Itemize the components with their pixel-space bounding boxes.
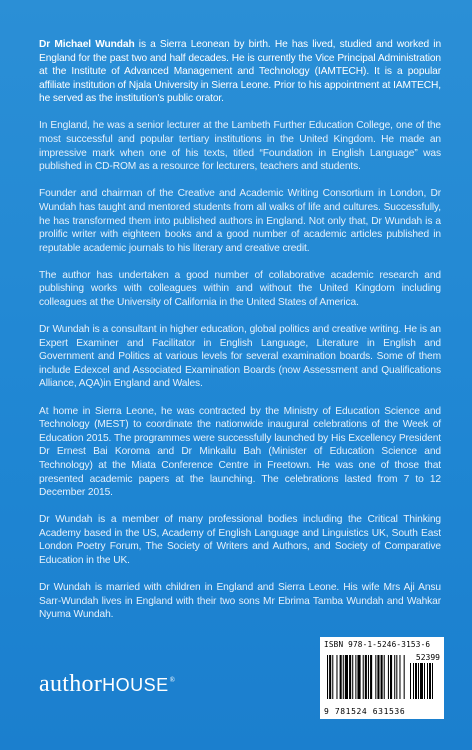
bio-paragraph-5: Dr Wundah is a consultant in higher education, global politics and creative writing. He is an Expert Examiner and Facilitator in English Language, Literature in English and Government and Politics at various levels for several examination boards. Some of them include Edexcel and Associated Examination Boards (now Assessment and Qualifications Alliance, AQA)in England and Wales. [39, 324, 441, 390]
bio-paragraph-1-text: is a Sierra Leonean by birth. He has lived, studied and worked in England for the past two and half decades. He is currently the Vice Principal Administration at the Institute of Advanced Management and Technology (IAMTECH). It is a popular affiliate institution of Njala University in Sierra Leone. Prior to his appointment at IAMTECH, he served as the institution's public orator. [39, 39, 442, 105]
logo-prefix: author [39, 671, 103, 697]
bio-paragraph-1 [39, 38, 441, 106]
bio-paragraph-2: In England, he was a senior lecturer at the Lambeth Further Education College, one of the most successful and popular tertiary institutions in the United Kingdom. He made an impressive mark when one of his texts, titled “Foundation in English Language” was published in CD-ROM as a resource for lecturers, teachers and students. [39, 120, 441, 173]
barcode-digits: 9 781524 631536 [324, 707, 406, 716]
publisher-logo [39, 671, 175, 698]
author-name: Dr Michael Wundah [39, 39, 135, 50]
bio-paragraph-7: Dr Wundah is a member of many professional bodies including the Critical Thinking Academy based in the US, Academy of English Language and Linguistics UK, South East London Poetry Forum, The Society of Writers and Authors, and Society of Comparative Education in the UK. [39, 514, 441, 566]
author-bio [39, 38, 441, 635]
isbn-label: ISBN 978-1-5246-3153-6 [324, 640, 431, 649]
bio-paragraph-4: The author has undertaken a good number of collaborative academic research and publishing works with colleagues within and without the United Kingdom including colleagues at the University of California in the United States of America. [39, 269, 441, 308]
bio-paragraph-8: Dr Wundah is married with children in England and Sierra Leone. His wife Mrs Aji Ansu Sarr-Wundah lives in England with their two sons Mr Ebrima Tamba Wundah and Wahkar Nyuma Wundah. [39, 582, 441, 621]
logo-suffix: HOUSE [102, 675, 169, 695]
barcode-panel [320, 637, 444, 719]
price-code: 52399 [415, 653, 440, 662]
registered-mark: ® [169, 676, 176, 684]
bio-paragraph-3: Founder and chairman of the Creative and Academic Writing Consortium in London, Dr Wundah has taught and mentored students from all walks of life and cultures. Successfully, he has transformed them into published authors in England. Not only that, Dr Wundah is a prolific writer with eighteen books and a good number of academic articles published in reputable academic journals to his literary and creative credit. [39, 188, 441, 254]
bio-paragraph-6: At home in Sierra Leone, he was contracted by the Ministry of Education Science and Technology (MEST) to coordinate the nationwide inaugural celebrations of the Week of Education 2015. The programmes were successfully launched by His Excellency President Dr Ernest Bai Koroma and Dr Minkailu Bah (Minister of Education Science and Technology) at the Miata Conference Centre in Freetown. He was one of those that presented academic papers at the launching. The celebrations lasted from 7 to 12 December 2015. [39, 405, 441, 499]
